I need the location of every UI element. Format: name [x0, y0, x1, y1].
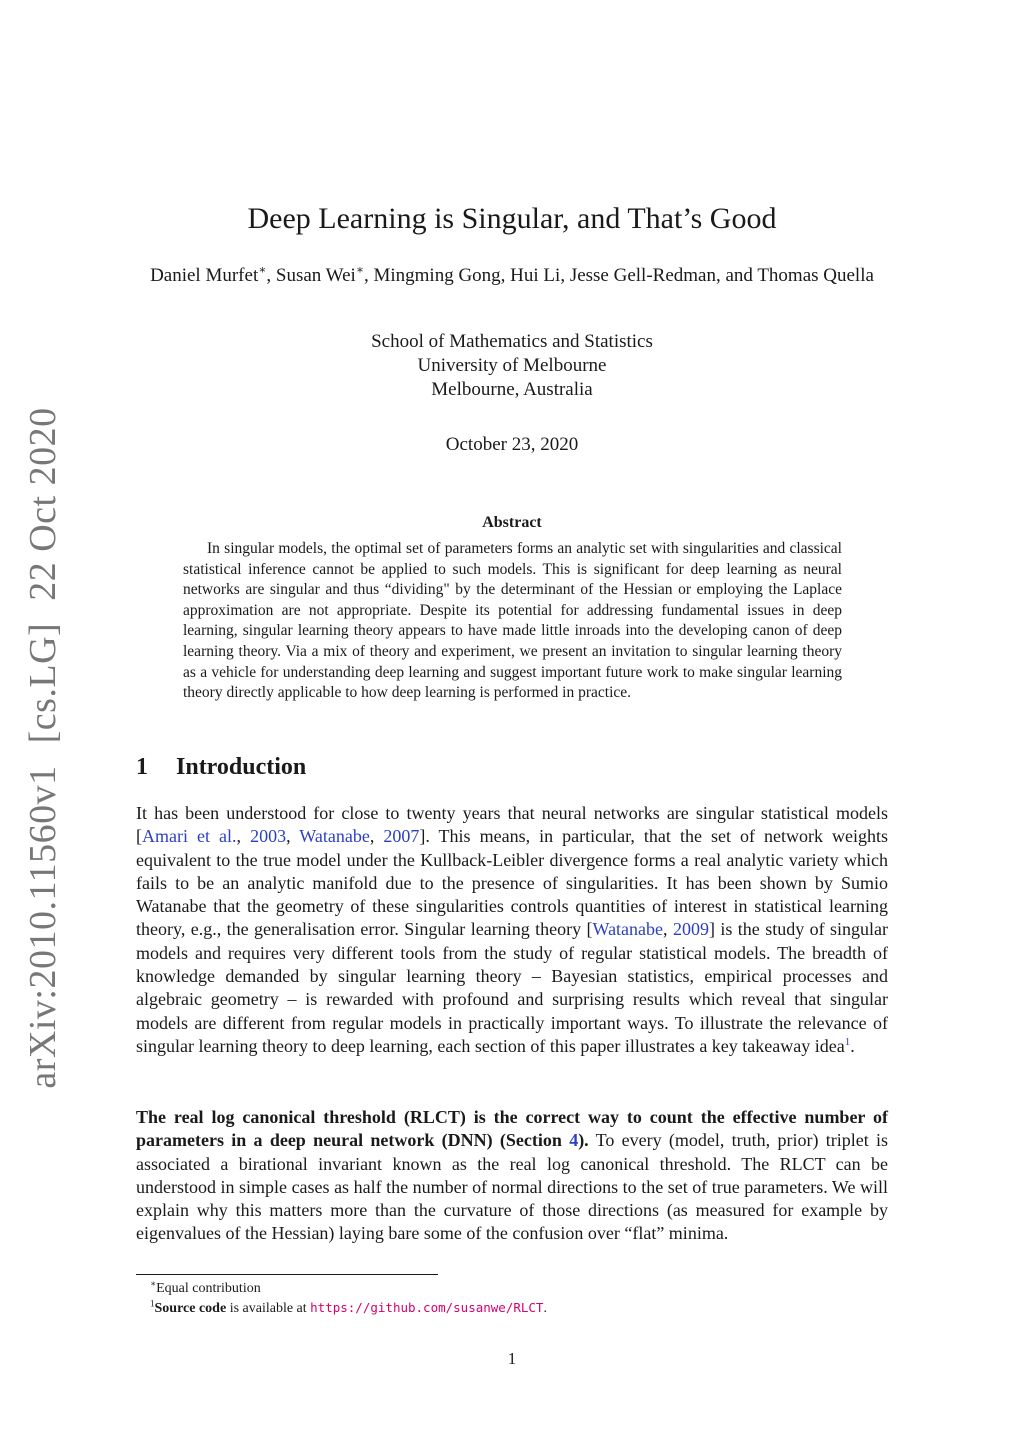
footnote-equal-contribution: ∗Equal contribution [150, 1278, 261, 1296]
section-title: Introduction [176, 754, 307, 780]
author-list: Daniel Murfet∗, Susan Wei∗, Mingming Gong, Hui Li, Jesse Gell-Redman, and Thomas Quella [150, 262, 874, 286]
source-code-url-link[interactable]: https://github.com/susanwe/RLCT [310, 1300, 544, 1315]
footnote-divider [136, 1274, 438, 1275]
affiliation-location: Melbourne, Australia [431, 379, 593, 400]
arxiv-date: 22 Oct 2020 [22, 407, 64, 601]
publication-date: October 23, 2020 [445, 434, 579, 455]
author-name: Daniel Murfet [150, 265, 259, 286]
abstract-body [183, 539, 842, 704]
affiliation-school: School of Mathematics and Statistics [371, 331, 653, 352]
footnote-source-code: $^1$Source code is available at https://github.com/susanwe/RLCT. [150, 1298, 547, 1316]
footnotes [150, 1279, 850, 1318]
citation-link[interactable]: 2003 [250, 826, 287, 847]
abstract-text: In singular models, the optimal set of parameters forms an analytic set with singularities and classical statistical inference cannot be applied to such models. This is significant for deep learning as neural networks are singular and thus “dividing" by the determinant of the Hessian or employing the Laplace approximation are not appropriate. Despite its potential for addressing fundamental issues in deep learning, singular learning theory appears to have made little inroads into the developing canon of deep learning theory. Via a mix of theory and experiment, we present an invitation to singular learning theory as a vehicle for understanding deep learning and suggest important future work to make singular learning theory directly applicable to how deep learning is performed in practice. [183, 540, 842, 702]
citation-link[interactable]: 2007 [383, 826, 420, 847]
equal-contribution-mark: ∗ [355, 262, 364, 277]
author-name: Hui Li [510, 265, 561, 286]
paper-title: Deep Learning is Singular, and That’s Good [247, 202, 777, 235]
affiliation [0, 330, 1024, 402]
arxiv-category: [cs.LG] [22, 622, 64, 744]
takeaway-heading: The real log canonical threshold (RLCT) is the correct way to count the effective number of parameters in a deep neural network (DNN) (Section [136, 1107, 888, 1151]
author-name: Mingming Gong [373, 265, 501, 286]
footnote-ref-link[interactable]: 1 [844, 1035, 851, 1048]
abstract-heading: Abstract [482, 514, 542, 531]
equal-contribution-mark: ∗ [258, 262, 267, 277]
author-name: Susan Wei [275, 265, 356, 286]
citation-link[interactable]: Watanabe [592, 919, 664, 940]
section-heading [136, 754, 306, 781]
citation-link[interactable]: 2009 [672, 919, 709, 940]
page-number: 1 [507, 1349, 517, 1368]
intro-paragraph-2: The real log canonical threshold (RLCT) is the correct way to count the effective number of parameters in a deep neural network (DNN) (Section 4). To every (model, truth, prior) triplet is associated a birational invariant known as the real log canonical threshold. The RLCT can be understood in simple cases as half the number of normal directions to the set of true parameters. We will explain why this matters more than the curvature of those directions (as measured for example by eigenvalues of the Hessian) laying bare some of the confusion over “flat” minima. [136, 1107, 888, 1244]
author-name: Jesse Gell-Redman [569, 265, 716, 286]
author-name: Thomas Quella [757, 265, 874, 286]
intro-paragraph-1: It has been understood for close to twenty years that neural networks are singular statistical models [Amari et al., 2003, Watanabe, 2007]. This means, in particular, that the set of network weights equivalent to the true model under the Kullback-Leibler divergence forms a real analytic variety which fails to be an analytic manifold due to the presence of singularities. It has been shown by Sumio Watanabe that the geometry of these singularities controls quantities of interest in statistical learning theory, e.g., the generalisation error. Singular learning theory [Watanabe, 2009] is the study of singular models and requires very different tools from the study of regular statistical models. The breadth of knowledge demanded by singular learning theory – Bayesian statistics, empirical processes and algebraic geometry – is rewarded with profound and surprising results which reveal that singular models are different from regular models in practically important ways. To illustrate the relevance of singular learning theory to deep learning, each section of this paper illustrates a key takeaway idea$^1$. [136, 803, 889, 1056]
citation-link[interactable]: Watanabe [299, 826, 370, 847]
citation-link[interactable]: Amari et al. [142, 826, 237, 847]
arxiv-id: arXiv:2010.11560v1 [22, 765, 64, 1089]
affiliation-university: University of Melbourne [417, 355, 607, 376]
section-number: 1 [136, 754, 148, 780]
arxiv-identifier-stamp [21, 407, 65, 1088]
section-ref-link[interactable]: 4 [569, 1130, 579, 1151]
